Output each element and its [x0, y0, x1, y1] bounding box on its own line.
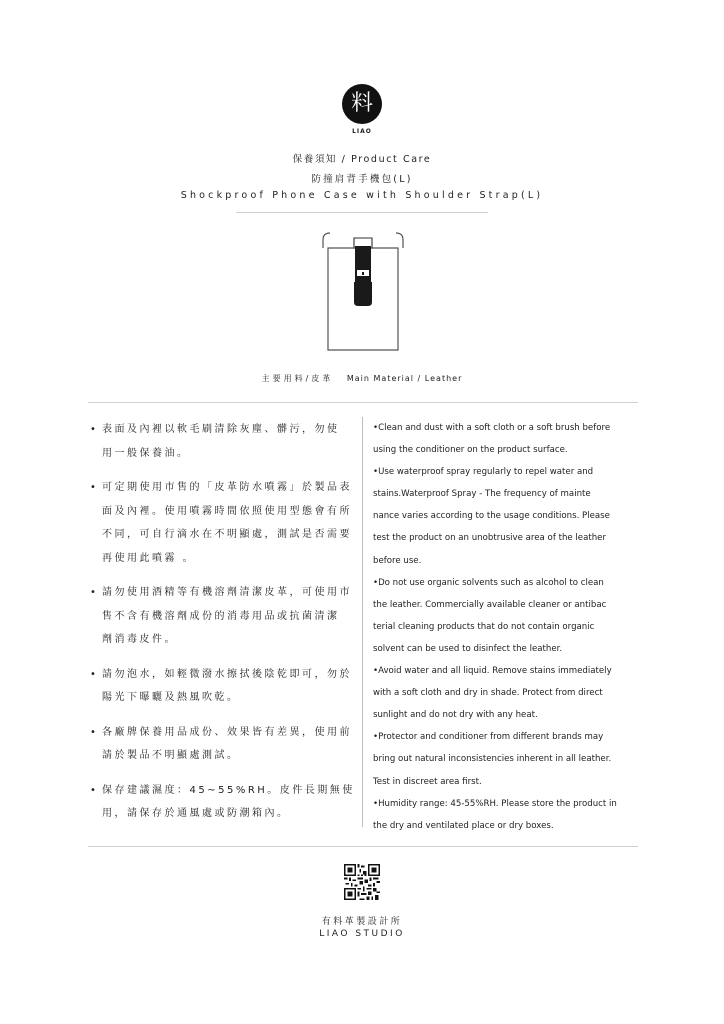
page-title: 保養須知 / Product Care [292, 154, 432, 165]
brand-subtitle: LIAO [352, 128, 372, 135]
care-item-zh: • 請勿泡水，如輕微潑水擦拭後陰乾即可，勿於 陽光下曝曬及熱風吹乾。 [90, 668, 352, 704]
phone-case-illustration [318, 226, 408, 354]
care-item-zh: • 保存建議濕度：45~55%RH。皮件長期無使 用，請保存於通風處或防潮箱內。 [90, 784, 355, 820]
care-item-en: •Use waterproof spray regularly to repel water and stains.Waterproof Spray - The frequency of mainte nance varies according to the usage conditions. Please test the product on an unobtrusive area of the leather before use. [373, 467, 610, 566]
title-divider [236, 212, 488, 213]
care-item-en: •Avoid water and all liquid. Remove stains immediately with a soft cloth and dry in shade. Protect from direct sunlight and do not dry with any heat. [373, 666, 612, 721]
section-divider-top [88, 402, 638, 403]
care-list-en [373, 417, 638, 837]
product-name-zh: 防撞肩背手機包(L) [311, 174, 413, 185]
product-name-en: Shockproof Phone Case with Shoulder Strap(L) [180, 190, 544, 201]
brand-logo [342, 84, 382, 124]
section-divider-bottom [88, 846, 638, 847]
care-item-zh: • 請勿使用酒精等有機溶劑清潔皮革，可使用市 售不含有機溶劑成份的消毒用品或抗菌清潔 劑消毒皮件。 [90, 587, 352, 646]
studio-name-zh: 有料革製設計所 [321, 917, 403, 927]
logo-mark: 料 [350, 91, 373, 116]
material-zh: 主要用料/皮革 [261, 374, 334, 383]
qr-code[interactable] [344, 864, 380, 900]
care-list-zh [90, 418, 358, 837]
care-item-en: •Protector and conditioner from different brands may bring out natural inconsistencies inherent in all leather. Test in discreet area first. [373, 732, 612, 787]
care-item-en: •Clean and dust with a soft cloth or a soft brush before using the conditioner on the product surface. [373, 423, 611, 456]
studio-name-en: LIAO STUDIO [319, 929, 405, 939]
care-item-zh: • 表面及內裡以軟毛刷清除灰塵、髒污，勿使 用一般保養油。 [90, 424, 340, 459]
material-line [0, 373, 724, 384]
material-en: Main Material / Leather [346, 374, 463, 383]
care-item-zh: • 各廠牌保養用品成份、效果皆有差異，使用前 請於製品不明顯處測試。 [90, 726, 352, 762]
column-divider [362, 417, 363, 827]
care-item-en: •Humidity range: 45-55%RH. Please store the product in the dry and ventilated place or dry boxes. [373, 798, 617, 831]
care-item-zh: • 可定期使用市售的「皮革防水噴霧」於製品表 面及內裡。使用噴霧時間依照使用型態會有所 不同，可自行滴水在不明顯處，測試是否需要 再使用此噴霧 。 [90, 481, 352, 564]
care-item-en: •Do not use organic solvents such as alcohol to clean the leather. Commercially available cleaner or antibac terial cleaning products that do not contain organic solvent can be used to disinfect the leather. [373, 577, 607, 654]
